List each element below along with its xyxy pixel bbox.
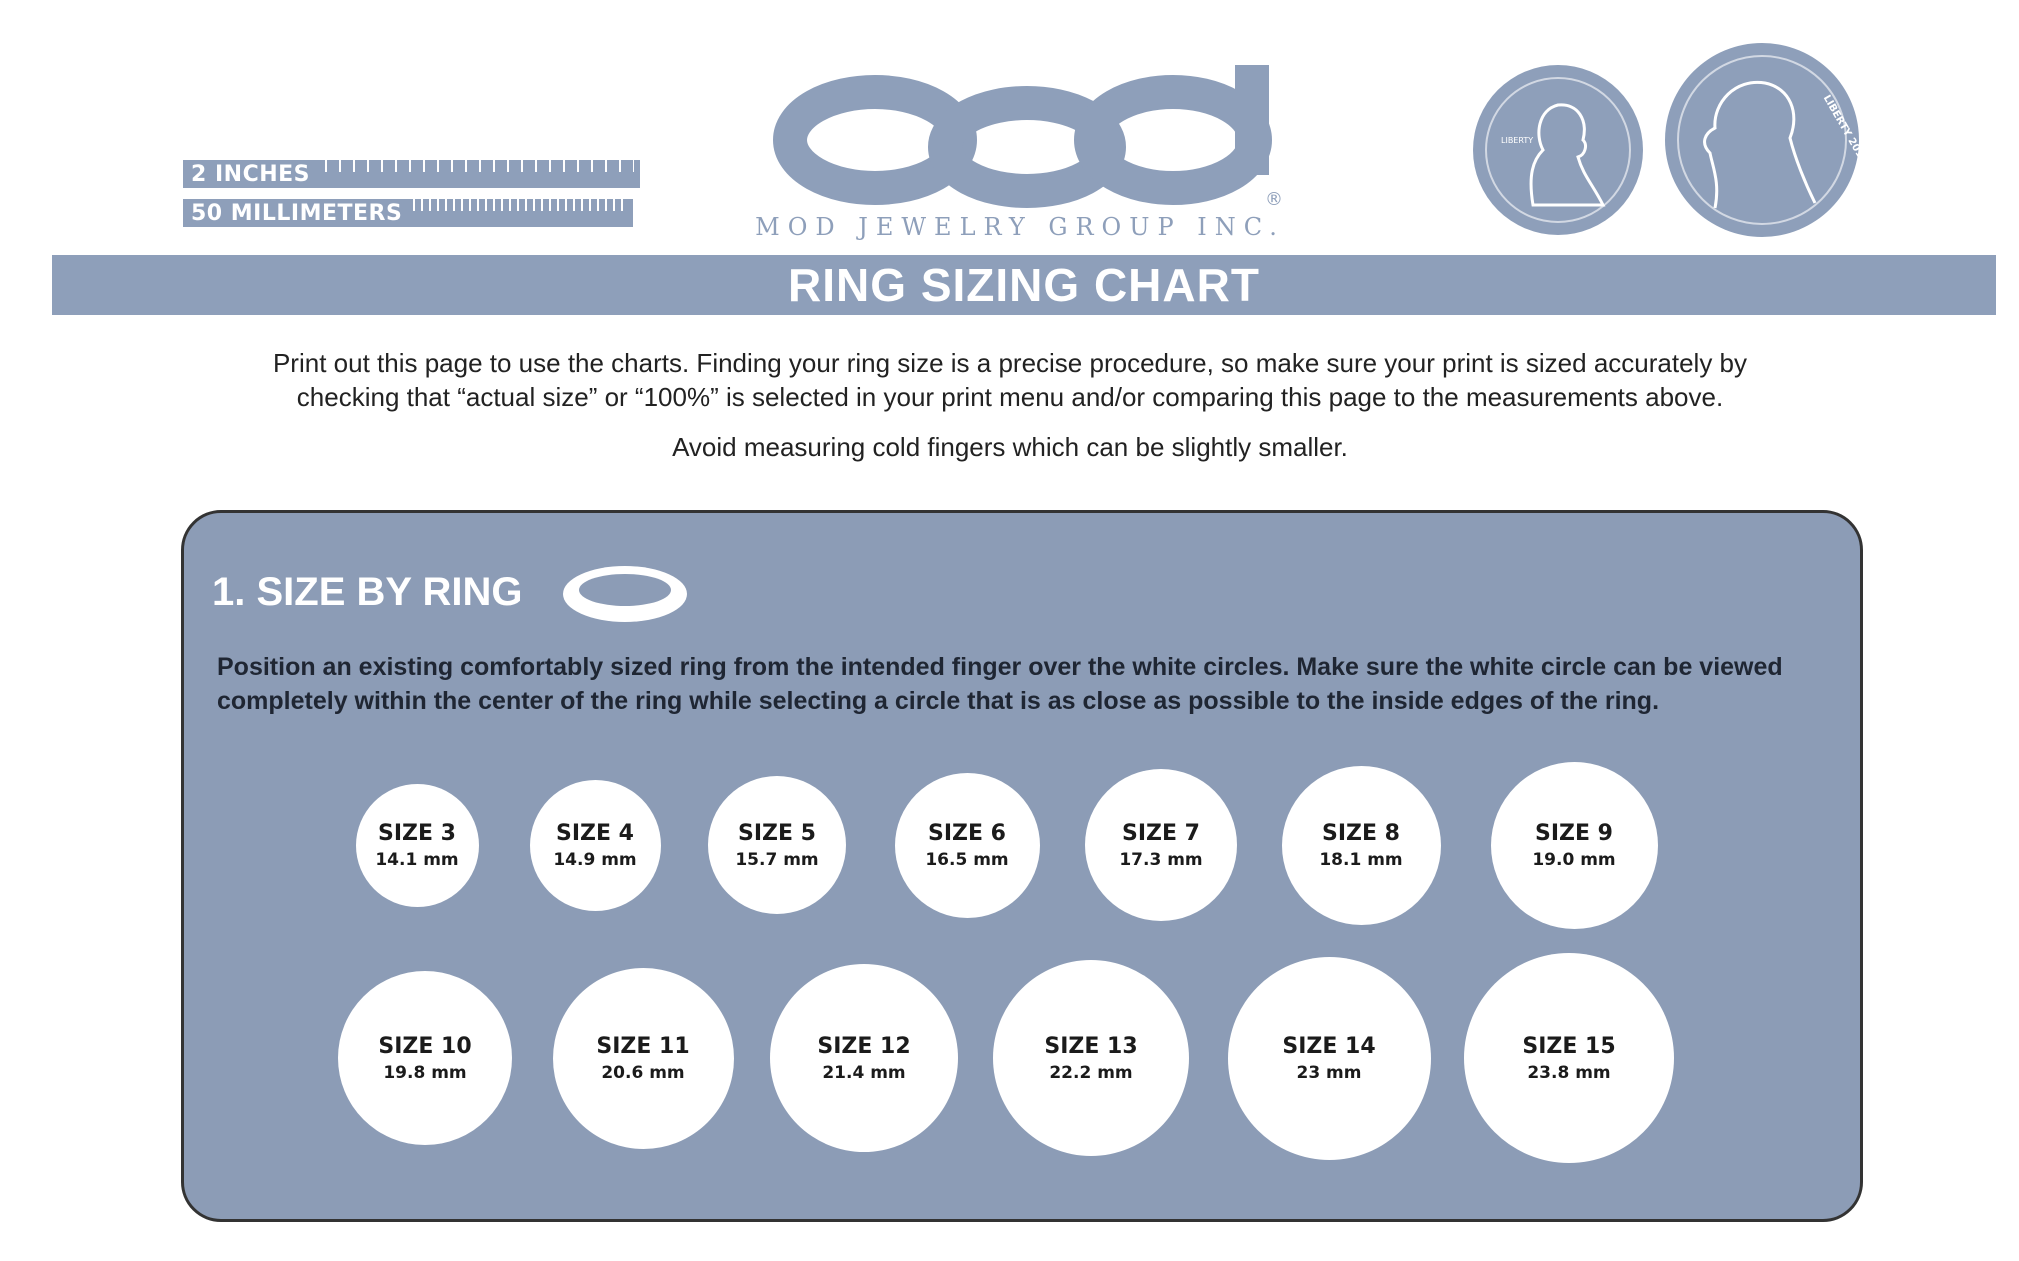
penny-coin-icon xyxy=(1473,65,1643,235)
nickel-coin-icon xyxy=(1665,43,1869,237)
ring-size-mm: 22.2 mm xyxy=(1049,1062,1133,1083)
ring-size-circle xyxy=(356,784,479,907)
company-name: MOD JEWELRY GROUP INC. xyxy=(755,213,1285,241)
ring-size-label: SIZE 3 xyxy=(378,820,456,846)
nickel-liberty-text: LIBERTY 2014 xyxy=(1820,93,1869,166)
ring-size-circle xyxy=(1228,957,1431,1160)
ring-size-circle xyxy=(1085,769,1237,921)
ring-size-mm: 23.8 mm xyxy=(1527,1062,1611,1083)
ruler-millimeters xyxy=(183,199,633,227)
title-band xyxy=(52,255,1996,315)
ring-size-circle xyxy=(1491,762,1658,929)
ring-size-label: SIZE 7 xyxy=(1122,820,1200,846)
ring-size-circle xyxy=(895,773,1040,918)
section-title: 1. SIZE BY RING xyxy=(212,570,523,614)
ring-size-circle xyxy=(993,960,1189,1156)
ring-size-label: SIZE 14 xyxy=(1282,1033,1376,1059)
ring-icon xyxy=(555,556,695,628)
ring-size-circle xyxy=(338,971,512,1145)
ring-size-label: SIZE 12 xyxy=(817,1033,911,1059)
ring-size-mm: 18.1 mm xyxy=(1319,849,1403,870)
ring-size-mm: 19.0 mm xyxy=(1532,849,1616,870)
ring-size-mm: 19.8 mm xyxy=(383,1062,467,1083)
ruler-mm-label: 50 MILLIMETERS xyxy=(191,200,403,226)
ring-size-label: SIZE 5 xyxy=(738,820,816,846)
ruler-inches-ticks xyxy=(325,160,634,188)
ring-size-label: SIZE 4 xyxy=(556,820,634,846)
ring-size-label: SIZE 8 xyxy=(1322,820,1400,846)
ring-size-circle xyxy=(1282,766,1441,925)
ruler-inches-label: 2 INCHES xyxy=(191,161,310,187)
intro-text xyxy=(230,346,1790,464)
ring-size-circle xyxy=(770,964,958,1152)
ring-size-label: SIZE 6 xyxy=(928,820,1006,846)
ring-size-mm: 15.7 mm xyxy=(735,849,819,870)
ring-size-circle xyxy=(553,968,734,1149)
ring-size-mm: 16.5 mm xyxy=(925,849,1009,870)
ring-size-mm: 23 mm xyxy=(1296,1062,1362,1083)
registered-mark: ® xyxy=(1265,189,1283,210)
mod-logo xyxy=(765,55,1285,215)
ring-size-mm: 20.6 mm xyxy=(601,1062,685,1083)
ring-size-label: SIZE 9 xyxy=(1535,820,1613,846)
ring-size-circle xyxy=(1464,953,1674,1163)
penny-liberty-text: LIBERTY xyxy=(1501,136,1534,145)
ring-size-label: SIZE 15 xyxy=(1522,1033,1616,1059)
section-instructions xyxy=(217,650,1847,718)
instructions-line-2: completely within the center of the ring while selecting a circle that is as close as possible to the inside edges of the ring. xyxy=(217,687,1660,715)
ring-size-mm: 14.1 mm xyxy=(375,849,459,870)
ring-size-mm: 21.4 mm xyxy=(822,1062,906,1083)
ring-size-label: SIZE 13 xyxy=(1044,1033,1138,1059)
instructions-line-1: Position an existing comfortably sized ring from the intended finger over the white circles. Make sure the white circle can be viewed xyxy=(217,653,1783,681)
ring-size-mm: 14.9 mm xyxy=(553,849,637,870)
ruler-mm-ticks xyxy=(413,199,627,227)
page-title: RING SIZING CHART xyxy=(788,259,1260,311)
ring-size-circle xyxy=(708,776,846,914)
intro-line-1: Print out this page to use the charts. Finding your ring size is a precise procedure, so make sure your print is sized accurately by xyxy=(272,348,1748,378)
intro-line-2: checking that “actual size” or “100%” is selected in your print menu and/or comparing this page to the measurements above. xyxy=(296,382,1724,412)
ring-size-mm: 17.3 mm xyxy=(1119,849,1203,870)
intro-note: Avoid measuring cold fingers which can be slightly smaller. xyxy=(672,432,1348,462)
ruler-inches xyxy=(183,160,640,188)
ring-size-label: SIZE 11 xyxy=(596,1033,690,1059)
ring-size-circle xyxy=(530,780,661,911)
ring-size-label: SIZE 10 xyxy=(378,1033,472,1059)
